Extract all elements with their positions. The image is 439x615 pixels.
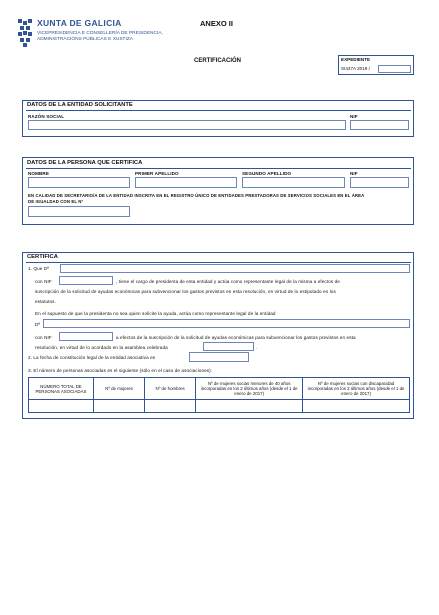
certifica-title: CERTIFICA [27, 254, 58, 260]
capacity-line-2: DE IGUALDAD CON EL Nº [28, 199, 84, 204]
expediente-label: EXPEDIENTE [341, 57, 371, 62]
associates-table [28, 377, 410, 413]
representative-nif-input[interactable] [59, 332, 113, 341]
org-name: XUNTA DE GALICIA [37, 18, 122, 28]
certifier-nif-label: NIF [350, 171, 358, 176]
alt-da-label: Dª [35, 322, 41, 327]
table-row [29, 400, 410, 413]
certifica-title-rule [26, 262, 411, 263]
certifier-title: DATOS DE LA PERSONA QUE CERTIFICA [27, 160, 143, 166]
certifier-title-rule [26, 168, 411, 169]
alt-line-1: a efectos de la suscripción de la solicitud de ayudas económicas para subvencionar los gastos previstos en esta [116, 335, 356, 340]
table-header-row [29, 378, 410, 400]
expediente-code: SI437A 2019 / [341, 66, 370, 71]
th-women-under-40: Nº de mujeres socias menores de 40 años incorporadas en los 2 últimos años (desde el 1 de enero de 2017) [196, 378, 303, 400]
dept-line-1: VICEPRESIDENCIA E CONSELLERÍA DE PRESIDENCIA, [37, 31, 163, 36]
nombre-label: NOMBRE [28, 171, 50, 176]
apellido2-label: SEGUNDO APELLIDO [242, 171, 292, 176]
apellido1-input[interactable] [135, 177, 237, 188]
item1-con-nif: con NIF [35, 279, 52, 284]
apellido1-label: PRIMER APELLIDO [135, 171, 179, 176]
item1-line-2: suscripción de la solicitud de ayudas económicas para subvencionar los gastos previstos en esta resolución, en virtud de lo estipulado en los [35, 289, 336, 294]
item1-prefix: 1. Que Dª [28, 266, 49, 271]
entity-nif-label: NIF [350, 114, 358, 119]
alt-con-nif: con NIF [35, 335, 52, 340]
item2-text: 2. La fecha de constitución legal de la entidad asociativa es [28, 355, 156, 360]
expediente-number-input[interactable] [378, 65, 411, 73]
entity-title-rule [26, 110, 411, 111]
presidenta-nif-input[interactable] [59, 276, 113, 285]
constitution-date-input[interactable] [189, 352, 249, 362]
men-count-input[interactable] [145, 400, 196, 413]
representative-name-input[interactable] [43, 319, 410, 328]
razon-social-label: RAZÓN SOCIAL [28, 114, 65, 119]
th-total: NÚMERO TOTAL DE PERSONAS ASOCIADAS [29, 378, 94, 400]
doc-title: CERTIFICACIÓN [194, 58, 241, 64]
apellido2-input[interactable] [242, 177, 345, 188]
capacity-line-1: EN CALIDAD DE SECRETARIO/A DE LA ENTIDAD INSCRITA EN EL REGISTRO ÚNICO DE ENTIDADES PRESTADORAS DE SERVICIOS SOCIALES EN EL ÁREA [28, 193, 365, 198]
nombre-input[interactable] [28, 177, 130, 188]
assembly-date-input[interactable] [203, 342, 254, 351]
item1-line-1: , tiene el cargo de presidenta de esta entidad y actúa como representante legal de la misma a efectos de [116, 279, 340, 284]
alt-line-2: resolución, en virtud de lo acordado en la asamblea celebrada [35, 345, 168, 350]
total-associates-input[interactable] [29, 400, 94, 413]
xunta-logo-icon [17, 18, 33, 48]
th-men: Nº de hombres [145, 378, 196, 400]
dept-line-2: ADMINISTRACIÓNS PÚBLICAS E XUSTIZA [37, 37, 133, 42]
registry-number-input[interactable] [28, 206, 130, 217]
alt-end: . [256, 345, 258, 350]
women-disability-input[interactable] [303, 400, 410, 413]
razon-social-input[interactable] [28, 120, 346, 130]
entity-title: DATOS DE LA ENTIDAD SOLICITANTE [27, 102, 133, 108]
certifier-nif-input[interactable] [350, 177, 409, 188]
presidenta-name-input[interactable] [60, 264, 410, 273]
alt-line: En el supuesto de que la presidenta no sea quien solicite la ayuda, actúa como representante legal de la entidad [35, 311, 276, 316]
annex-label: ANEXO II [200, 19, 233, 28]
women-under-40-input[interactable] [196, 400, 303, 413]
th-women: Nº de mujeres [93, 378, 144, 400]
women-count-input[interactable] [93, 400, 144, 413]
entity-nif-input[interactable] [350, 120, 409, 130]
item3-text: 3. El número de personas asociadas es el siguiente (sólo en el caso de asociaciones): [28, 368, 213, 373]
item1-line-3: estatutos. [35, 299, 56, 304]
th-women-disability: Nº de mujeres socias con discapacidad incorporadas en los 2 últimos años (desde el 1 de enero de 2017) [303, 378, 410, 400]
